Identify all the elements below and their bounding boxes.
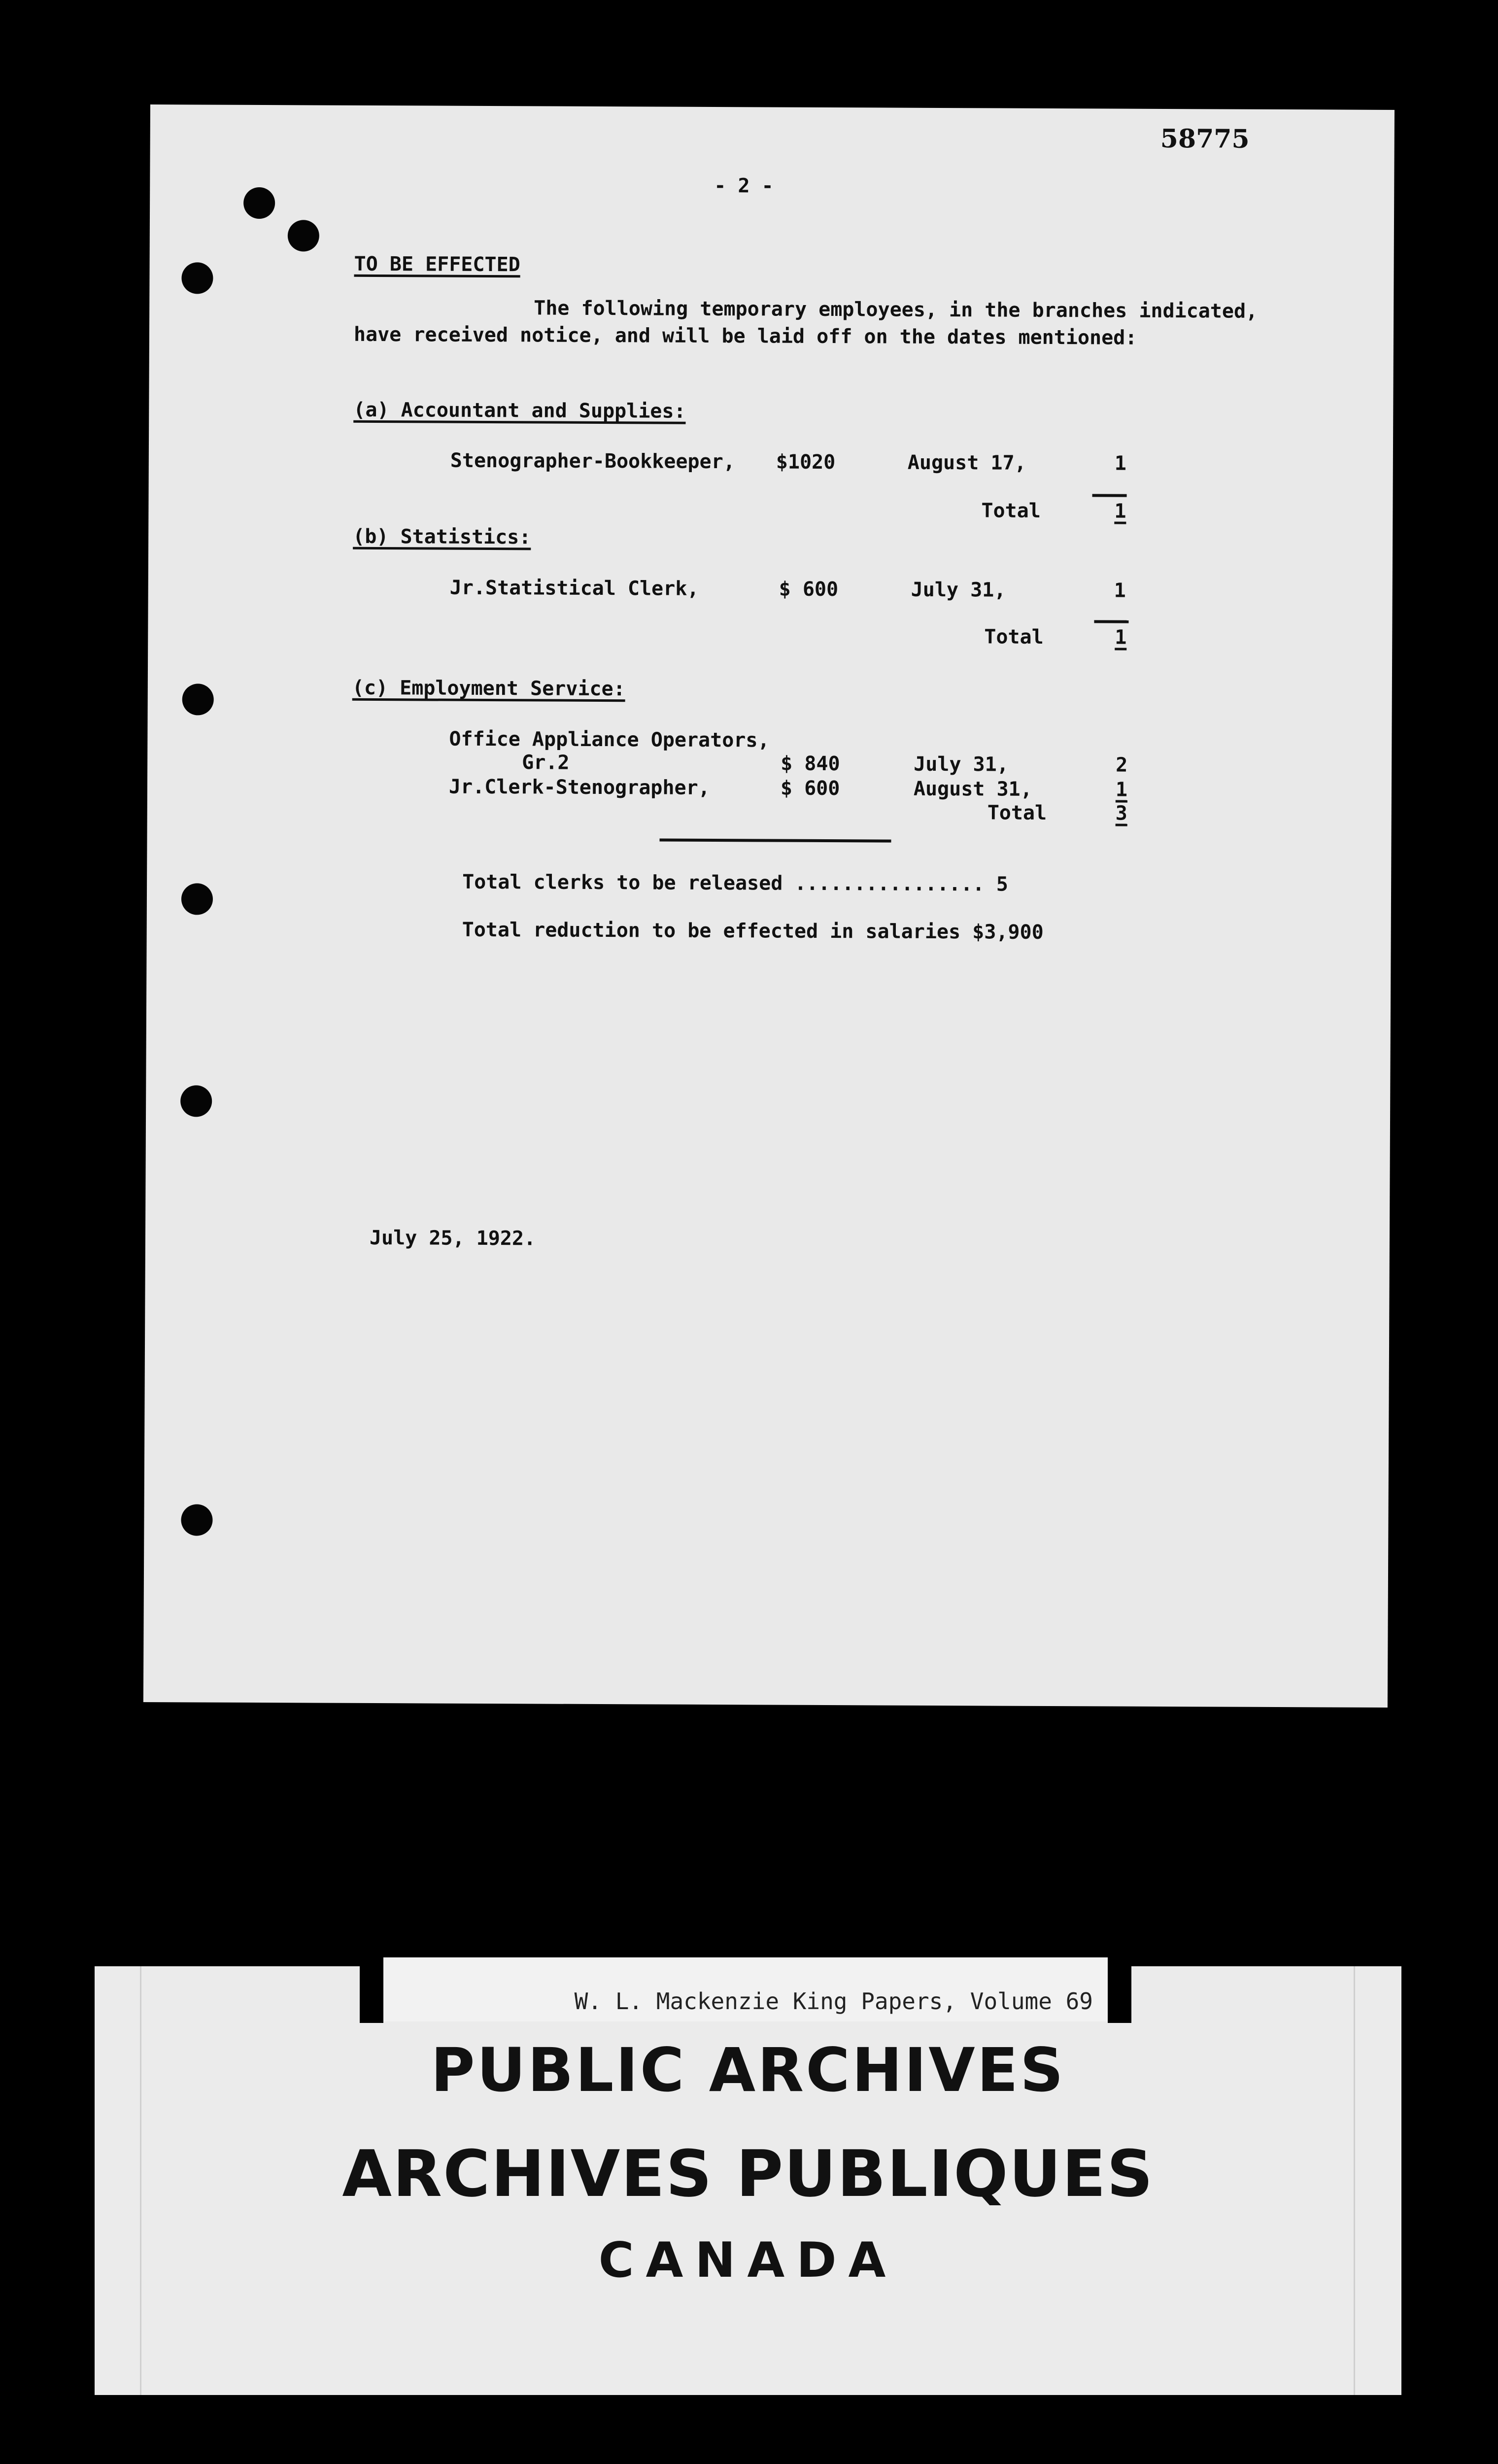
branch-c-total: 3 [1115, 802, 1127, 825]
branch-c-salary1: $ 840 [781, 752, 840, 776]
punch-hole [182, 684, 214, 715]
branch-c-salary2: $ 600 [780, 777, 840, 800]
punch-hole [181, 1504, 212, 1536]
document-date: July 25, 1922. [369, 1226, 536, 1250]
branch-c-heading: (c) Employment Service: [352, 676, 625, 701]
branch-c-position1-line1: Office Appliance Operators, [449, 727, 770, 752]
page-marker: - 2 - [714, 174, 774, 198]
branch-c-count2: 1 [1115, 778, 1128, 801]
punch-hole [181, 262, 213, 294]
branch-c-date2: August 31, [913, 777, 1032, 801]
branch-a-position: Stenographer-Bookkeeper, [450, 449, 735, 474]
branch-b-salary: $ 600 [779, 578, 839, 601]
punch-hole [243, 187, 275, 219]
punch-hole [180, 1085, 212, 1117]
stamp-tab-left [360, 1959, 383, 2023]
branch-c-date1: July 31, [914, 753, 1009, 776]
branch-a-total-label: Total [981, 499, 1041, 522]
punch-hole [288, 220, 319, 251]
branch-c-count1: 2 [1116, 753, 1128, 777]
summary-clerks: Total clerks to be released ................ 5 [462, 870, 1008, 896]
document-number: 58775 [1160, 123, 1250, 154]
branch-b-total: 1 [1115, 626, 1127, 649]
punch-hole [181, 883, 213, 915]
stamp-tab-right [1108, 1959, 1131, 2023]
branch-a-total: 1 [1114, 500, 1126, 523]
stamp-line-1: PUBLIC ARCHIVES [431, 2035, 1065, 2105]
collection-label-strip [383, 1957, 1108, 2021]
document-page [143, 104, 1395, 1708]
section-heading: TO BE EFFECTED [354, 252, 520, 276]
branch-c-position2: Jr.Clerk-Stenographer, [448, 775, 710, 799]
stamp-line-3: CANADA [598, 2232, 898, 2289]
branch-a-salary: $1020 [776, 450, 836, 474]
branch-b-position: Jr.Statistical Clerk, [449, 576, 699, 600]
branch-b-count: 1 [1114, 579, 1126, 602]
branch-a-count: 1 [1114, 452, 1127, 475]
branch-b-heading: (b) Statistics: [353, 525, 531, 549]
branch-c-total-label: Total [987, 801, 1047, 824]
branch-a-date: August 17, [907, 451, 1026, 475]
collection-label: W. L. Mackenzie King Papers, Volume 69 [574, 1988, 1093, 2015]
intro-line-2: have received notice, and will be laid off on the dates mentioned: [353, 323, 1137, 349]
branch-a-total-rule [1092, 494, 1127, 497]
summary-salaries: Total reduction to be effected in salaries $3,900 [462, 918, 1044, 944]
branch-b-date: July 31, [911, 578, 1006, 602]
summary-divider [659, 839, 891, 843]
stamp-line-2: ARCHIVES PUBLIQUES [342, 2136, 1154, 2211]
intro-line-1: The following temporary employees, in the branches indicated, [534, 297, 1258, 323]
branch-a-heading: (a) Accountant and Supplies: [353, 398, 686, 423]
archive-stamp [95, 1966, 1401, 2395]
branch-c-position1-line2: Gr.2 [522, 751, 570, 774]
branch-b-total-rule [1094, 620, 1128, 623]
branch-b-total-label: Total [984, 625, 1044, 649]
